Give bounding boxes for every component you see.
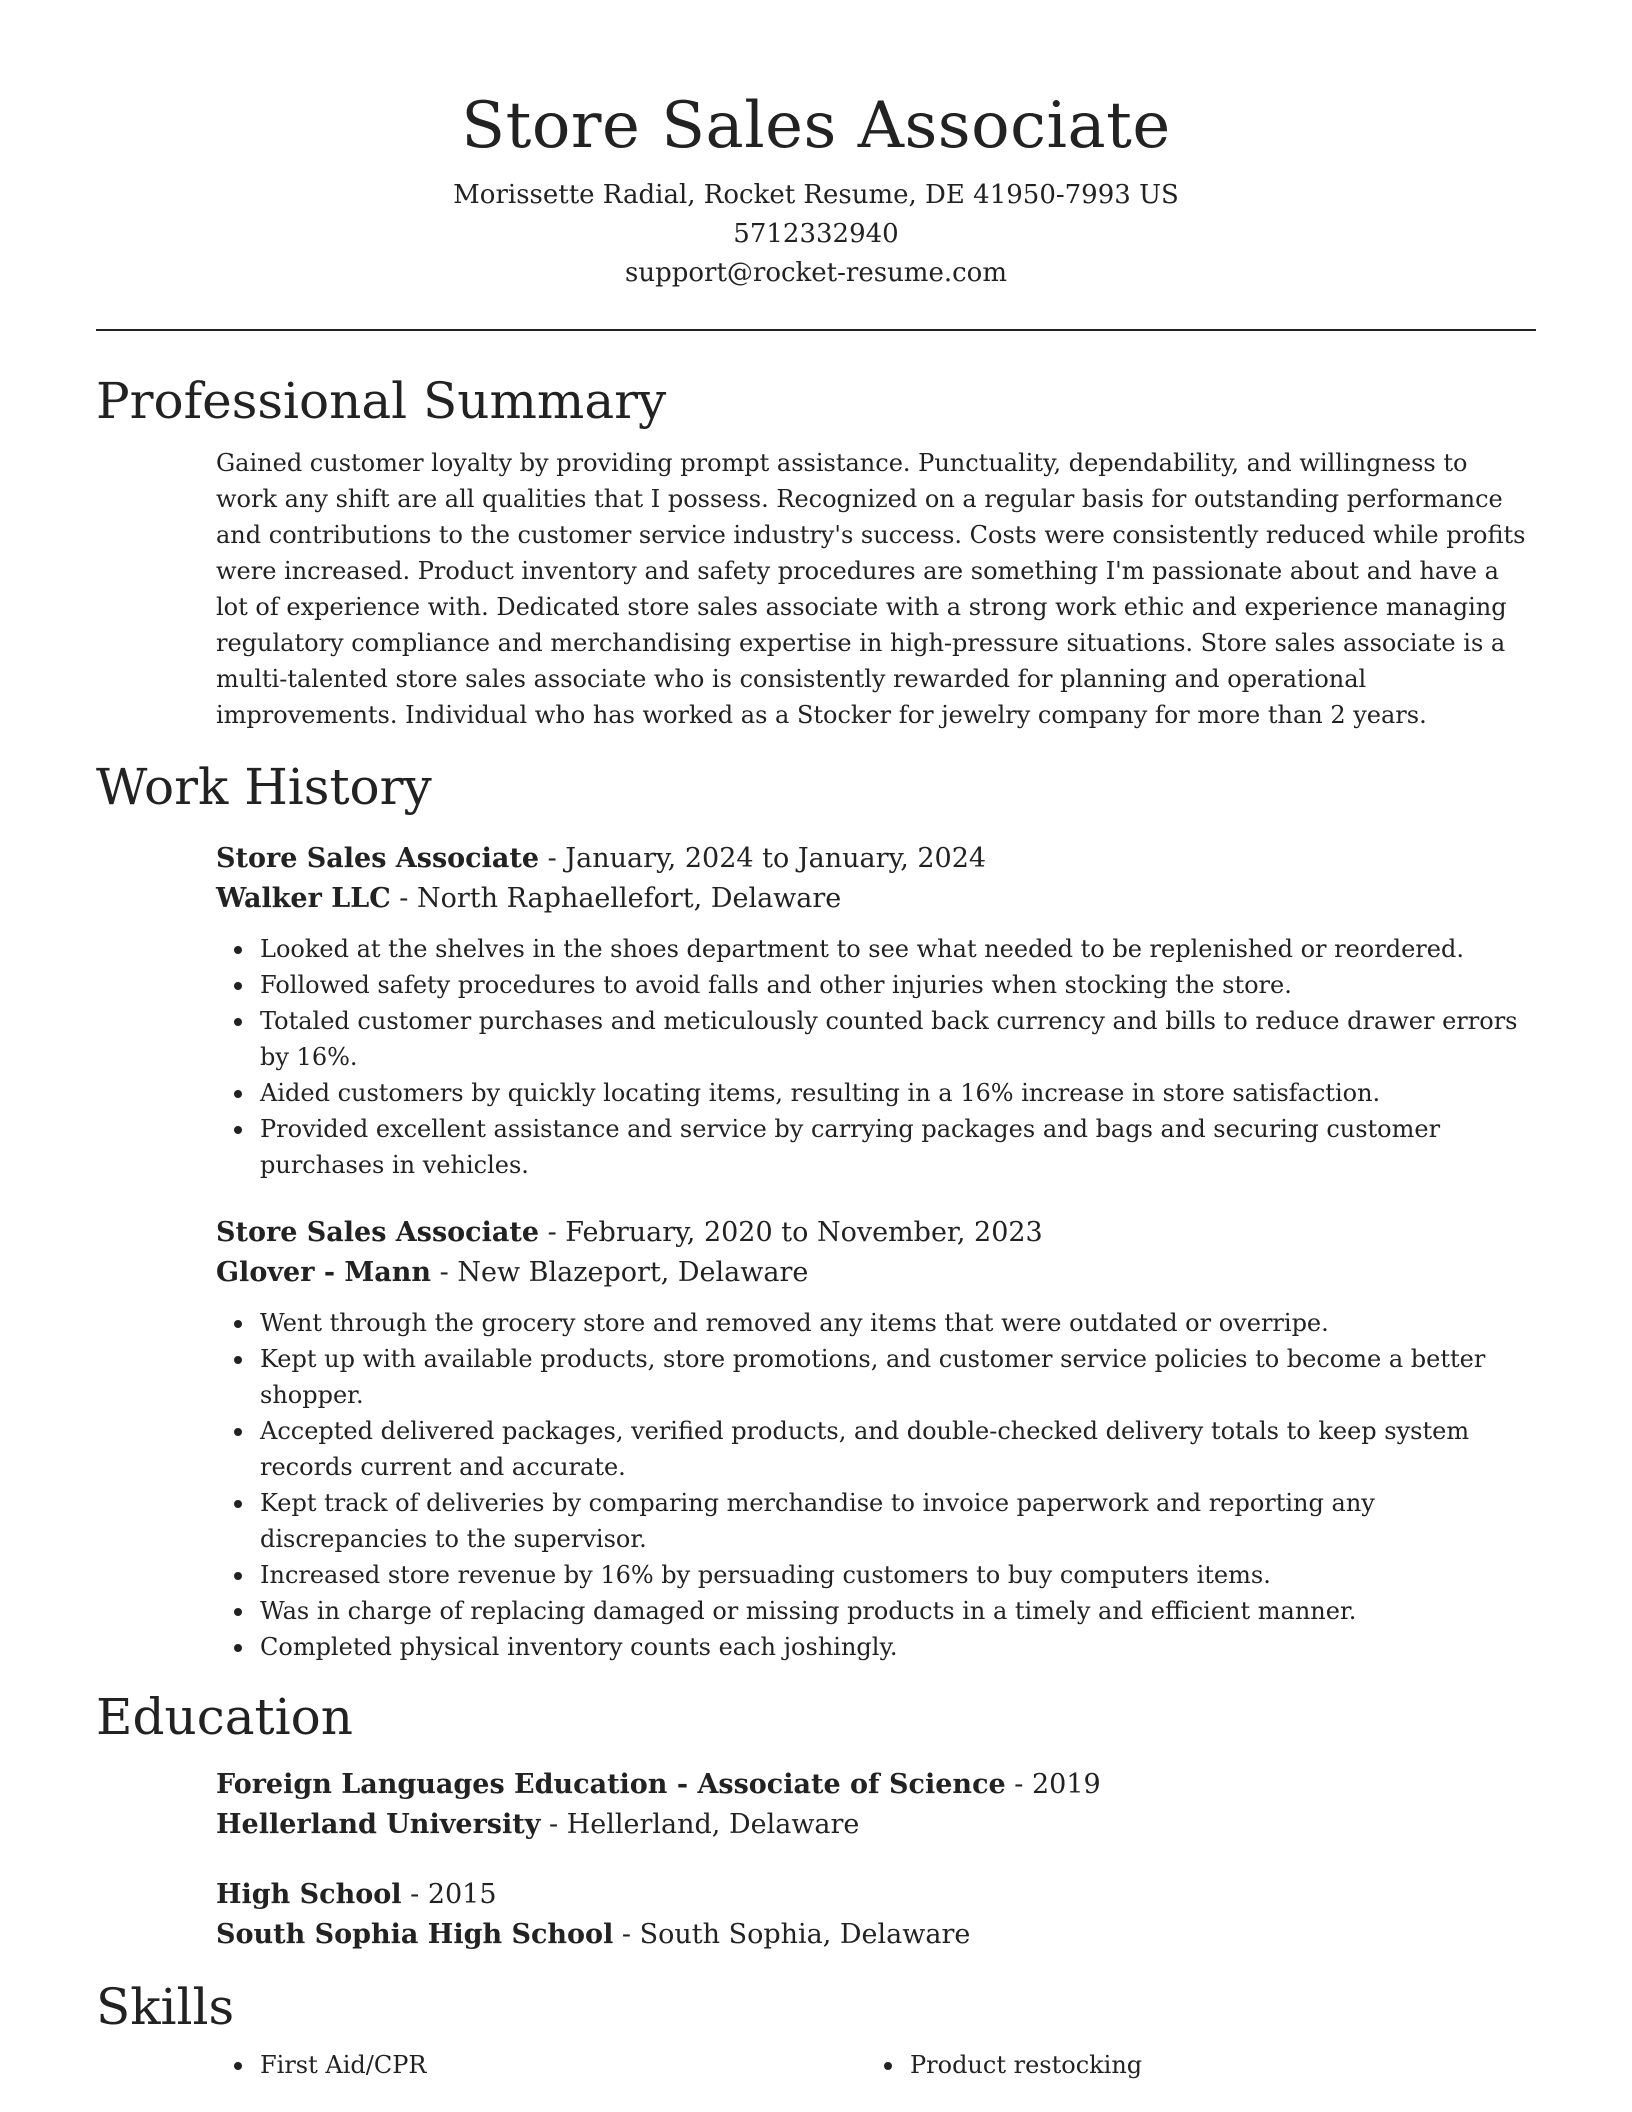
school-line [216, 1915, 1536, 1955]
list-item: Increased store revenue by 16% by persuading customers to buy computers items. [260, 1557, 1536, 1593]
list-item: Kept up with available products, store promotions, and customer service policies to become a better shopper. [260, 1341, 1536, 1413]
job-company-line [216, 1253, 1536, 1293]
degree-name: High School [216, 1879, 402, 1910]
school-name: Hellerland University [216, 1809, 541, 1840]
skills-column-left [216, 2047, 866, 2083]
degree-year: - 2015 [401, 1879, 497, 1910]
job-location: - New Blazeport, Delaware [431, 1257, 809, 1288]
job-company: Glover - Mann [216, 1257, 432, 1288]
candidate-title: Store Sales Associate [461, 89, 1171, 163]
job-company-line [216, 879, 1536, 919]
skills-column-right [866, 2047, 1516, 2083]
list-item: Aided customers by quickly locating items, resulting in a 16% increase in store satisfaction. [260, 1075, 1536, 1111]
list-item: Accepted delivered packages, verified products, and double-checked delivery totals to keep system records current and accurate. [260, 1413, 1536, 1485]
degree-line [216, 1765, 1536, 1805]
degree-name: Foreign Languages Education - Associate of Science [216, 1769, 1006, 1800]
school-line [216, 1805, 1536, 1845]
summary-body [216, 445, 1536, 733]
summary-paragraph: Gained customer loyalty by providing prompt assistance. Punctuality, dependability, and willingness to work any shift are all qualities that I possess. Recognized on a regular basis for outstanding performance and contributions to the customer service industry's success. Costs were consistently reduced while profits were increased. Product inventory and safety procedures are something I'm passionate about and have a lot of experience with. Dedicated store sales associate with a strong work ethic and experience managing regulatory compliance and merchandising expertise in high-pressure situations. Store sales associate is a multi-talented store sales associate who is consistently rewarded for planning and operational improvements. Individual who has worked as a Stocker for jewelry company for more than 2 years. [216, 449, 1526, 729]
education-heading: Education [96, 1688, 353, 1746]
job-company: Walker LLC [216, 883, 391, 914]
job-title-line [216, 1213, 1536, 1253]
education-section [96, 1685, 1536, 1955]
skills-heading: Skills [96, 1978, 235, 2036]
list-item: Was in charge of replacing damaged or missing products in a timely and efficient manner. [260, 1593, 1536, 1629]
summary-heading: Professional Summary [96, 372, 667, 430]
job-bullets [216, 1305, 1536, 1665]
list-item: Kept track of deliveries by comparing merchandise to invoice paperwork and reporting any discrepancies to the supervisor. [260, 1485, 1536, 1557]
job-location: - North Raphaellefort, Delaware [390, 883, 842, 914]
school-location: - South Sophia, Delaware [613, 1919, 971, 1950]
job-entry [216, 1213, 1536, 1665]
list-item: Completed physical inventory counts each joshingly. [260, 1629, 1536, 1665]
address-text: Morissette Radial, Rocket Resume, DE 41950-7993 US [453, 180, 1179, 210]
school-name: South Sophia High School [216, 1919, 614, 1950]
degree-year: - 2019 [1005, 1769, 1101, 1800]
skill-item: Product restocking [910, 2047, 1516, 2083]
job-role: Store Sales Associate [216, 843, 540, 874]
job-dates: - January, 2024 to January, 2024 [539, 843, 987, 874]
phone-text: 5712332940 [733, 219, 899, 249]
job-bullets [216, 931, 1536, 1183]
job-dates: - February, 2020 to November, 2023 [539, 1217, 1043, 1248]
resume-page [96, 0, 1536, 2083]
education-entry [216, 1875, 1536, 1955]
list-item: Totaled customer purchases and meticulously counted back currency and bills to reduce drawer errors by 16%. [260, 1003, 1536, 1075]
school-location: - Hellerland, Delaware [540, 1809, 860, 1840]
summary-section [96, 369, 1536, 733]
skills-list [216, 2047, 866, 2083]
degree-line [216, 1875, 1536, 1915]
job-entry [216, 839, 1536, 1183]
resume-header [96, 0, 1536, 293]
job-title-line [216, 839, 1536, 879]
work-history-heading: Work History [96, 758, 432, 816]
header-divider [96, 329, 1536, 331]
job-role: Store Sales Associate [216, 1217, 540, 1248]
contact-block [96, 176, 1536, 293]
work-history-section [96, 755, 1536, 1665]
list-item: Looked at the shelves in the shoes department to see what needed to be replenished or reordered. [260, 931, 1536, 967]
list-item: Followed safety procedures to avoid falls and other injuries when stocking the store. [260, 967, 1536, 1003]
list-item: Went through the grocery store and removed any items that were outdated or overripe. [260, 1305, 1536, 1341]
list-item: Provided excellent assistance and service by carrying packages and bags and securing customer purchases in vehicles. [260, 1111, 1536, 1183]
skills-list [866, 2047, 1516, 2083]
skill-item: First Aid/CPR [260, 2047, 866, 2083]
skills-grid [216, 2047, 1536, 2083]
education-entry [216, 1765, 1536, 1845]
skills-section [96, 1975, 1536, 2083]
email-text: support@rocket-resume.com [624, 258, 1007, 288]
